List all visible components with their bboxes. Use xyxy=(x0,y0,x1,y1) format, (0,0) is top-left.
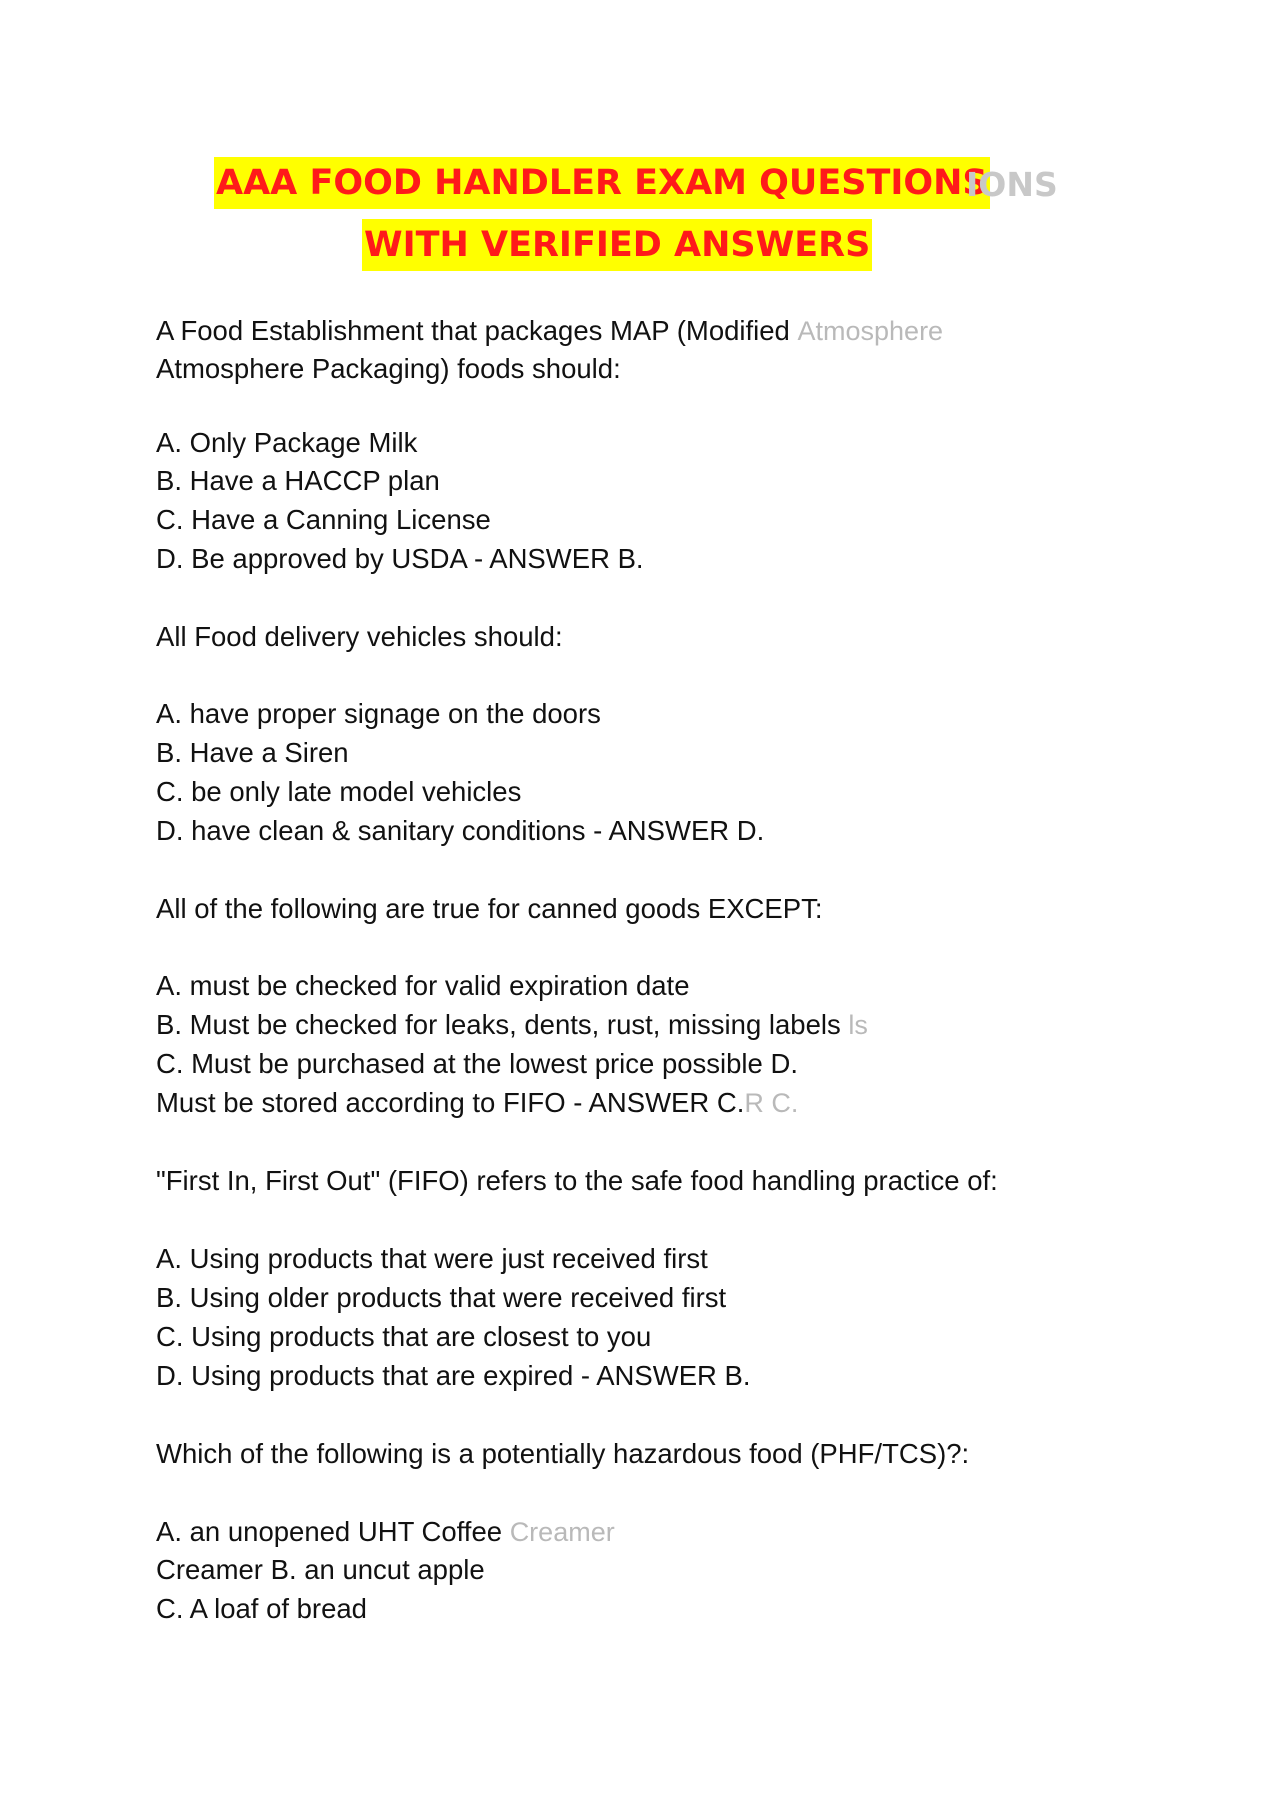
question-3-option-b: B. Must be checked for leaks, dents, rust, missing labels ls xyxy=(156,1009,868,1040)
question-1-option-a: A. Only Package Milk xyxy=(156,427,418,458)
question-3-option-b-ghost: ls xyxy=(848,1010,868,1040)
question-4-option-d: D. Using products that are expired - ANSWER B. xyxy=(156,1360,751,1391)
question-3-prompt: All of the following are true for canned goods EXCEPT: xyxy=(156,893,823,924)
question-1-option-d: D. Be approved by USDA - ANSWER B. xyxy=(156,543,644,574)
question-1-option-b: B. Have a HACCP plan xyxy=(156,465,440,496)
question-5-prompt: Which of the following is a potentially hazardous food (PHF/TCS)?: xyxy=(156,1438,970,1469)
question-5-option-c: C. A loaf of bread xyxy=(156,1593,367,1624)
question-2-option-c: C. be only late model vehicles xyxy=(156,776,522,807)
question-3-option-d-ghost: R C. xyxy=(744,1088,799,1118)
question-3-option-d: Must be stored according to FIFO - ANSWER C.R C. xyxy=(156,1087,799,1118)
question-1-option-c: C. Have a Canning License xyxy=(156,504,491,535)
question-4-option-c: C. Using products that are closest to you xyxy=(156,1321,652,1352)
question-4-prompt: "First In, First Out" (FIFO) refers to the safe food handling practice of: xyxy=(156,1165,998,1196)
document-title-line-1: AAA FOOD HANDLER EXAM QUESTIONS xyxy=(214,157,990,209)
question-1-prompt-line-2: Atmosphere Packaging) foods should: xyxy=(156,353,621,384)
question-5-option-b: Creamer B. an uncut apple xyxy=(156,1554,485,1585)
question-4-option-b: B. Using older products that were received first xyxy=(156,1282,727,1313)
question-5-option-a: A. an unopened UHT Coffee Creamer xyxy=(156,1516,615,1547)
question-2-option-a: A. have proper signage on the doors xyxy=(156,698,601,729)
question-4-option-a: A. Using products that were just received first xyxy=(156,1243,708,1274)
document-title-line-2: WITH VERIFIED ANSWERS xyxy=(362,219,872,271)
question-3-option-c: C. Must be purchased at the lowest price possible D. xyxy=(156,1048,798,1079)
question-2-option-d: D. have clean & sanitary conditions - ANSWER D. xyxy=(156,815,765,846)
question-1-prompt-ghost: Atmosphere xyxy=(797,316,944,346)
question-5-option-a-ghost: Creamer xyxy=(509,1517,615,1547)
document-title-ghost: IONS xyxy=(966,165,1058,204)
question-3-option-a: A. must be checked for valid expiration date xyxy=(156,970,690,1001)
question-2-prompt: All Food delivery vehicles should: xyxy=(156,621,563,652)
question-2-option-b: B. Have a Siren xyxy=(156,737,349,768)
question-1-prompt-line-1: A Food Establishment that packages MAP (Modified Atmosphere xyxy=(156,315,944,346)
